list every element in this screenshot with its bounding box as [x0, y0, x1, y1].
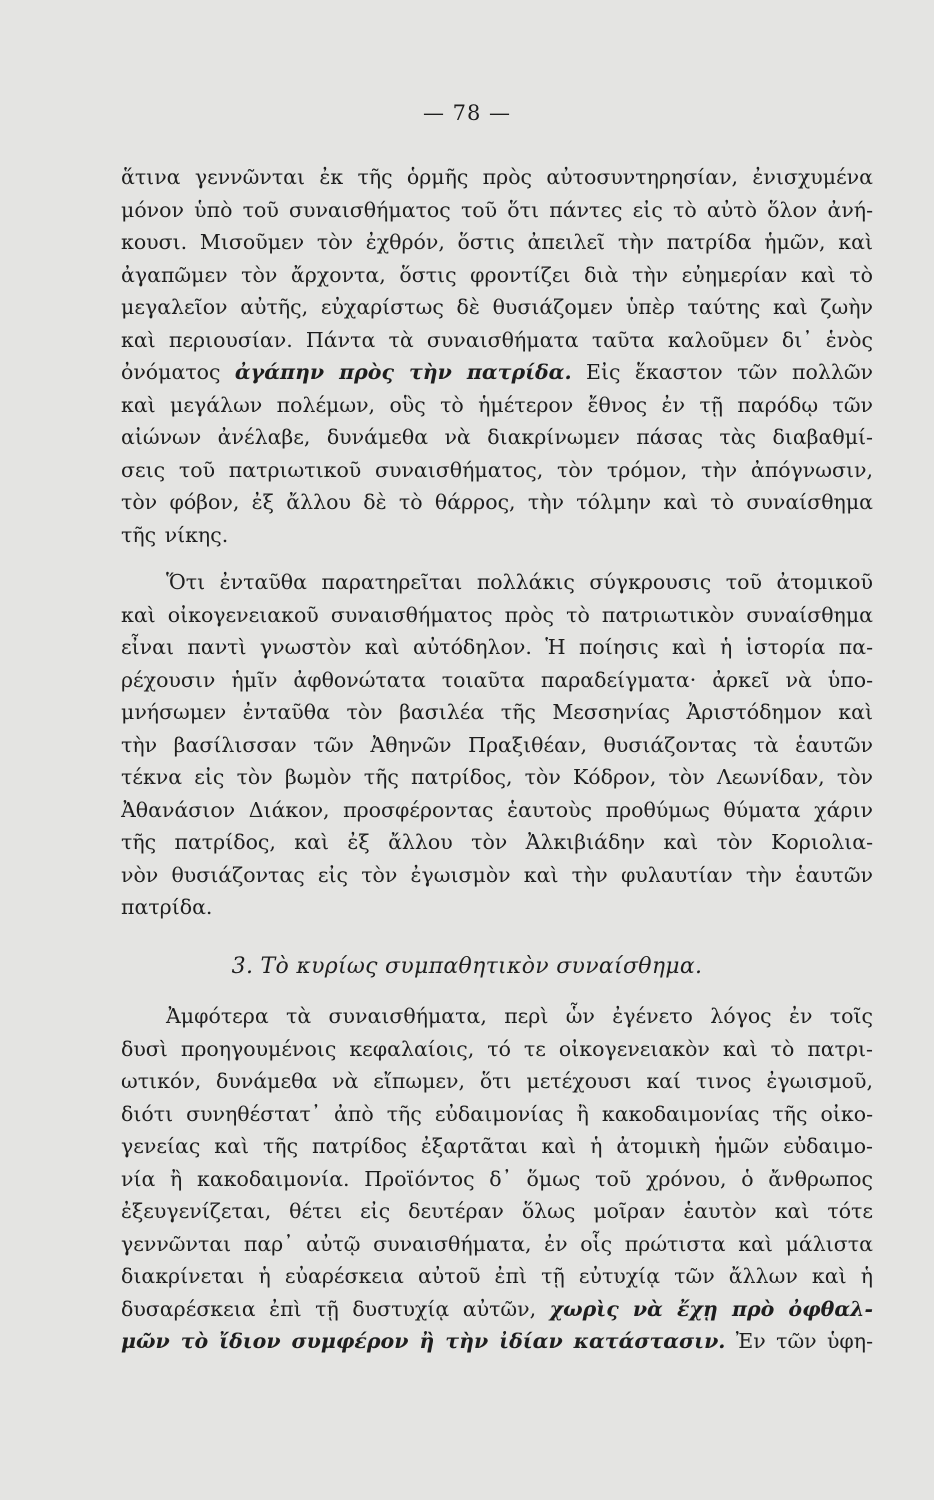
text-line: Ἀθανάσιον Διάκον, προσφέροντας ἑαυτοὺς προθύμως θύματα χάριν [121, 797, 873, 822]
text-line: μεγαλεῖον αὐτῆς, εὐχαρίστως δὲ θυσιάζομεν ὑπὲρ ταύτης καὶ ζωὴν [121, 295, 873, 319]
text-line: ἅτινα γεννῶνται ἐκ τῆς ὁρμῆς πρὸς αὐτοσυντηρησίαν, ἐνισχυμένα [121, 165, 873, 189]
text-line: καὶ οἰκογενειακοῦ συναισθήματος πρὸς τὸ πατριωτικὸν συναίσθημα [121, 602, 873, 627]
text-line: ἀγαπῶμεν τὸν ἄρχοντα, ὅστις φροντίζει διὰ τὴν εὐημερίαν καὶ τὸ [121, 262, 873, 287]
text-line: πατρίδα. [121, 895, 213, 919]
page-number: — 78 — [422, 101, 512, 125]
text-line: τῆς πατρίδος, καὶ ἐξ ἄλλου τὸν Ἀλκιβιάδην καὶ τὸν Κοριολια- [121, 830, 873, 854]
text-line: γεννῶνται παρ᾽ αὐτῷ συναισθήματα, ἐν οἷς πρώτιστα καὶ μάλιστα [121, 1231, 873, 1256]
emphasis-phrase: χωρὶς νὰ ἔχῃ πρὸ ὀφθαλ- [549, 1296, 873, 1321]
text-line [121, 1325, 873, 1358]
paragraph-2 [121, 566, 873, 924]
text-line: γενείας καὶ τῆς πατρίδος ἐξαρτᾶται καὶ ἡ ἀτομικὴ ἡμῶν εὐδαιμο- [121, 1134, 873, 1158]
text-line: καὶ μεγάλων πολέμων, οὓς τὸ ἡμέτερον ἔθνος ἐν τῇ παρόδῳ τῶν [121, 392, 873, 417]
text-line: μνήσωμεν ἐνταῦθα τὸν βασιλέα τῆς Μεσσηνίας Ἀριστόδημον καὶ [121, 700, 873, 724]
paragraph-3 [121, 1000, 873, 1358]
text-run: ὀνόματος [121, 360, 221, 384]
text-line: τέκνα εἰς τὸν βωμὸν τῆς πατρίδος, τὸν Κόδρον, τὸν Λεωνίδαν, τὸν [121, 765, 873, 789]
paragraph-1 [121, 161, 873, 551]
text-line: Ἀμφότερα τὰ συναισθήματα, περὶ ὧν ἐγένετο λόγος ἐν τοῖς [166, 1004, 873, 1028]
text-line: δυσὶ προηγουμένοις κεφαλαίοις, τό τε οἰκογενειακὸν καὶ τὸ πατρι- [121, 1036, 873, 1061]
text-run: δυσαρέσκεια ἐπὶ τῇ δυστυχίᾳ αὐτῶν, [121, 1296, 537, 1321]
text-line: διακρίνεται ἡ εὐαρέσκεια αὐτοῦ ἐπὶ τῇ εὐτυχίᾳ τῶν ἄλλων καὶ ἡ [121, 1264, 873, 1288]
text-line: καὶ περιουσίαν. Πάντα τὰ συναισθήματα ταῦτα καλοῦμεν δι᾽ ἑνὸς [121, 327, 873, 352]
text-line: αἰώνων ἀνέλαβε, δυνάμεθα νὰ διακρίνωμεν πάσας τὰς διαβαθμί- [121, 425, 873, 449]
text-line: νὸν θυσιάζοντας εἰς τὸν ἐγωισμὸν καὶ τὴν φυλαυτίαν τὴν ἑαυτῶν [121, 862, 873, 887]
text-line: τὴν βασίλισσαν τῶν Ἀθηνῶν Πραξιθέαν, θυσιάζοντας τὰ ἑαυτῶν [121, 732, 873, 757]
text-line: μόνον ὑπὸ τοῦ συναισθήματος τοῦ ὅτι πάντες εἰς τὸ αὐτὸ ὅλον ἀνή- [121, 197, 873, 222]
text-line: ἐξευγενίζεται, θέτει εἰς δευτέραν ὅλως μοῖραν ἑαυτὸν καὶ τότε [121, 1199, 873, 1223]
emphasis-phrase: ἀγάπην πρὸς τὴν πατρίδα. [234, 360, 572, 384]
section-heading: 3. Τὸ κυρίως συμπαθητικὸν συναίσθημα. [231, 954, 703, 979]
text-line [121, 1293, 873, 1326]
text-run: Ἐν τῶν ὑφη- [735, 1329, 873, 1353]
text-line: νία ἢ κακοδαιμονία. Προϊόντος δ᾽ ὅμως τοῦ χρόνου, ὁ ἄνθρωπος [121, 1166, 873, 1191]
text-line: τῆς νίκης. [121, 522, 229, 547]
text-line: εἶναι παντὶ γνωστὸν καὶ αὐτόδηλον. Ἡ ποίησις καὶ ἡ ἱστορία πα- [121, 635, 873, 659]
text-line: Ὅτι ἐνταῦθα παρατηρεῖται πολλάκις σύγκρουσις τοῦ ἀτομικοῦ [166, 570, 873, 594]
emphasis-phrase: μῶν τὸ ἴδιον συμφέρον ἢ τὴν ἰδίαν κατάστασιν. [121, 1329, 726, 1353]
text-line: κουσι. Μισοῦμεν τὸν ἐχθρόν, ὅστις ἀπειλεῖ τὴν πατρίδα ἡμῶν, καὶ [121, 230, 873, 254]
text-line [121, 356, 873, 389]
text-line: διότι συνηθέστατ᾽ ἀπὸ τῆς εὐδαιμονίας ἢ κακοδαιμονίας τῆς οἰκο- [121, 1101, 873, 1126]
text-run: Εἰς ἕκαστον τῶν πολλῶν [586, 360, 873, 384]
text-line: σεις τοῦ πατριωτικοῦ συναισθήματος, τὸν τρόμον, τὴν ἀπόγνωσιν, [121, 457, 873, 482]
text-line: ωτικόν, δυνάμεθα νὰ εἴπωμεν, ὅτι μετέχουσι καί τινος ἐγωισμοῦ, [121, 1069, 873, 1093]
text-line: ρέχουσιν ἡμῖν ἀφθονώτατα τοιαῦτα παραδείγματα· ἀρκεῖ νὰ ὑπο- [121, 667, 873, 692]
text-line: τὸν φόβον, ἐξ ἄλλου δὲ τὸ θάρρος, τὴν τόλμην καὶ τὸ συναίσθημα [121, 490, 873, 514]
